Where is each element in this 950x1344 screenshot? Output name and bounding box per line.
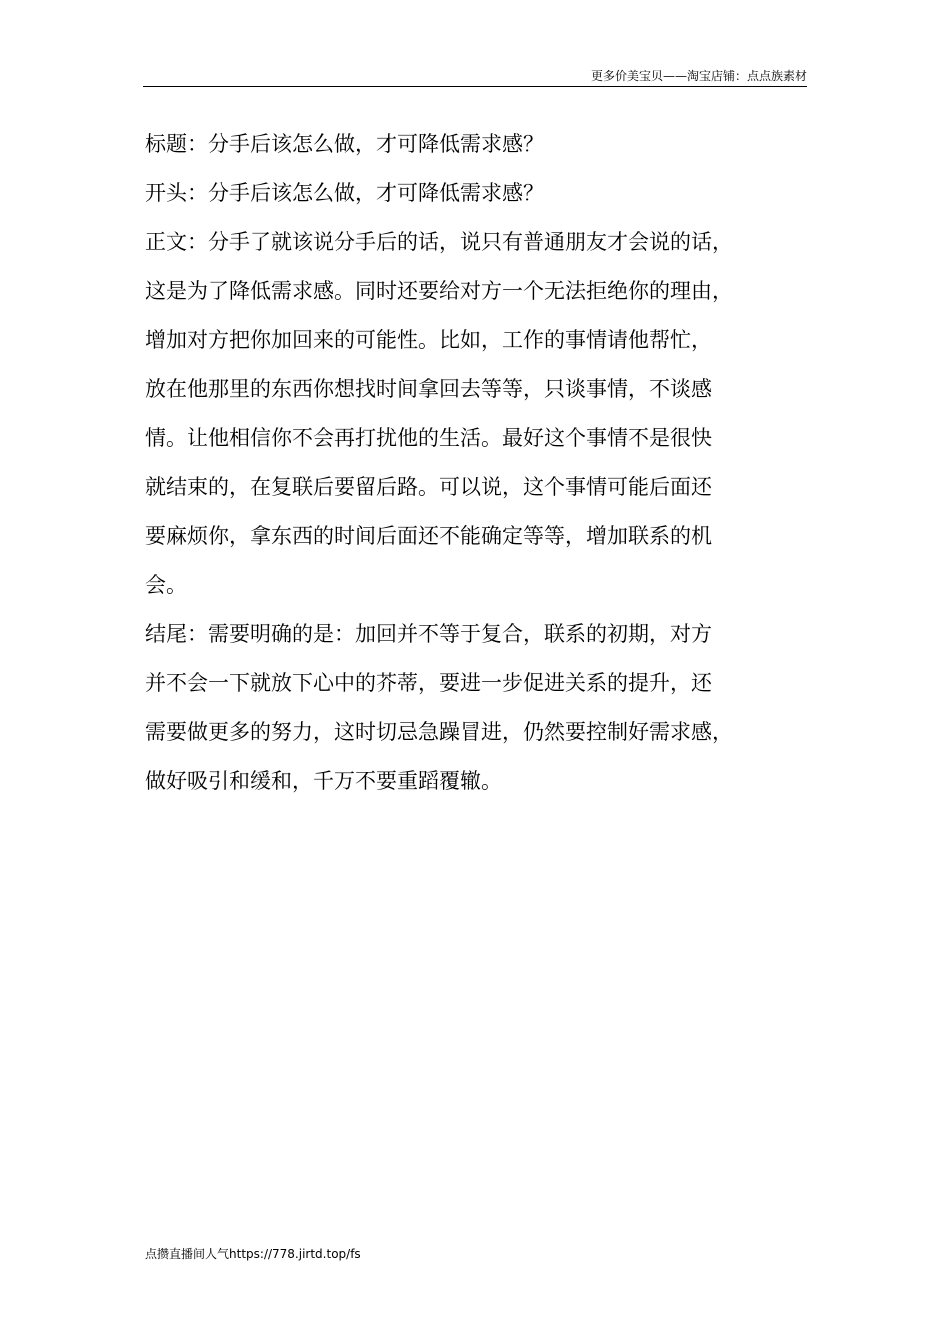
main-text-paragraph <box>145 218 809 610</box>
main-text-line: 这是为了降低需求感。同时还要给对方一个无法拒绝你的理由， <box>145 279 733 303</box>
opening-paragraph <box>145 169 809 218</box>
ending-line: 做好吸引和缓和，千万不要重蹈覆辙。 <box>145 769 502 793</box>
main-text-line: 会。 <box>145 573 187 597</box>
page-footer <box>145 1246 361 1262</box>
title-paragraph <box>145 120 809 169</box>
ending-line: 需要做更多的努力，这时切忌急躁冒进，仍然要控制好需求感， <box>145 720 733 744</box>
header-shop-text: 更多价美宝贝——淘宝店铺：点点族素材 <box>590 69 807 83</box>
main-text-line: 就结束的，在复联后要留后路。可以说，这个事情可能后面还 <box>145 475 712 499</box>
title-line: 标题：分手后该怎么做，才可降低需求感？ <box>145 132 544 156</box>
opening-line: 开头：分手后该怎么做，才可降低需求感？ <box>145 181 544 205</box>
main-text-line: 要麻烦你，拿东西的时间后面还不能确定等等，增加联系的机 <box>145 524 712 548</box>
main-text-line: 增加对方把你加回来的可能性。比如，工作的事情请他帮忙， <box>145 328 712 352</box>
ending-line: 结尾：需要明确的是：加回并不等于复合，联系的初期，对方 <box>145 622 712 646</box>
page-header <box>143 66 807 87</box>
main-text-line: 正文：分手了就该说分手后的话，说只有普通朋友才会说的话， <box>145 230 733 254</box>
footer-url-link[interactable]: https://778.jirtd.top/fs <box>229 1247 361 1261</box>
footer-label: 点攒直播间人气 <box>145 1247 230 1261</box>
ending-line: 并不会一下就放下心中的芥蒂，要进一步促进关系的提升，还 <box>145 671 712 695</box>
ending-paragraph <box>145 610 809 806</box>
main-text-line: 放在他那里的东西你想找时间拿回去等等，只谈事情，不谈感 <box>145 377 712 401</box>
main-text-line: 情。让他相信你不会再打扰他的生活。最好这个事情不是很快 <box>145 426 712 450</box>
document-body <box>145 120 809 806</box>
